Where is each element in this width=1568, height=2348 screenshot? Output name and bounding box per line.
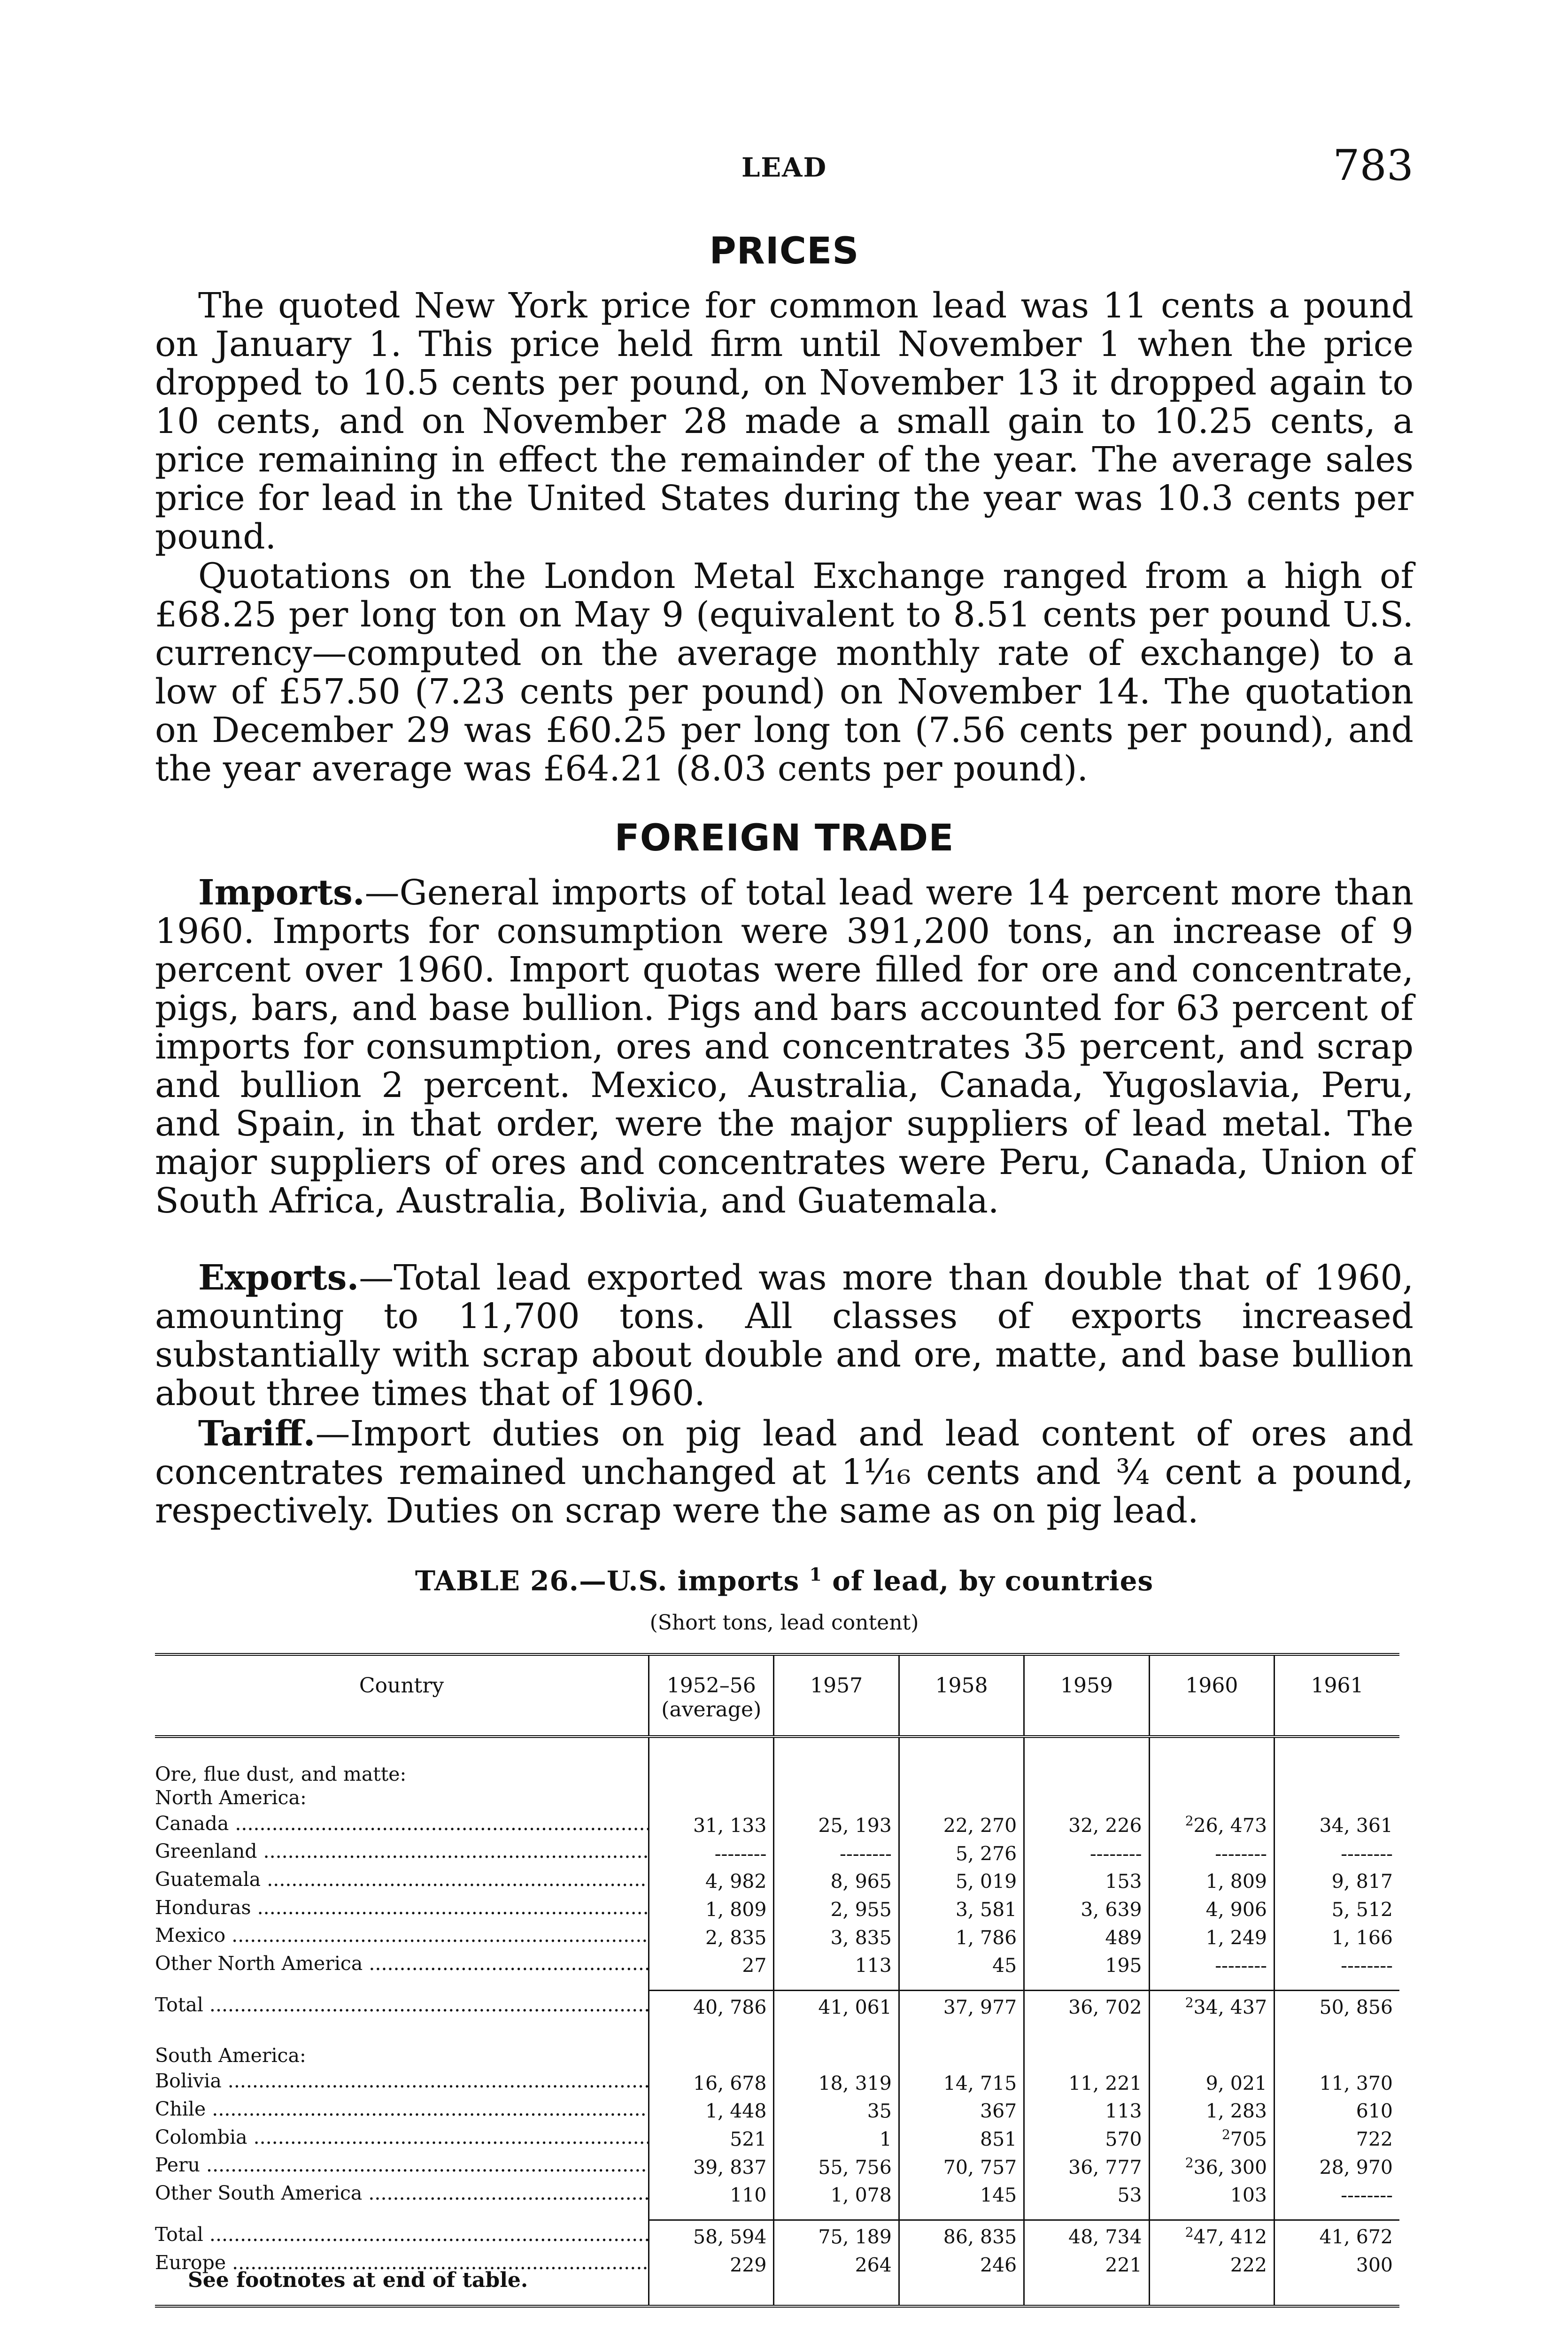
row-label: Greenland — [155, 1840, 257, 1863]
south-america-heading — [155, 2044, 1399, 2067]
cell-value: 570 — [1105, 2128, 1142, 2151]
cell-value: 3, 639 — [1081, 1898, 1142, 1921]
cell-value: 75, 189 — [818, 2225, 892, 2248]
table-cell — [1274, 2095, 1399, 2123]
page-number: 783 — [1333, 141, 1414, 190]
section-ore-label: Ore, flue dust, and matte: — [155, 1763, 407, 1785]
cell-value: 36, 300 — [1193, 2156, 1267, 2179]
cell-footnote: 2 — [1185, 2155, 1194, 2170]
cell-value: -------- — [1089, 1842, 1142, 1865]
spacer-row — [155, 1737, 1399, 1762]
table-cell — [1274, 1809, 1399, 1838]
table-row — [155, 1922, 1399, 1950]
cell-value: 34, 437 — [1193, 1996, 1267, 2019]
table-cell — [899, 2220, 1024, 2248]
table-cell — [899, 2067, 1024, 2095]
table-cell — [1024, 2151, 1149, 2179]
column-header: 1952–56 (average) — [649, 1654, 774, 1737]
south-america-heading-label: South America: — [155, 2044, 306, 2067]
cell-value: -------- — [1215, 1954, 1267, 1977]
exports-paragraph — [155, 1259, 1414, 1413]
cell-value: 722 — [1356, 2128, 1393, 2151]
table-cell — [1274, 1949, 1399, 1977]
table-cell — [649, 1949, 774, 1977]
table-cell — [899, 1990, 1024, 2019]
table-cell — [1024, 2095, 1149, 2123]
cell-footnote: 2 — [1185, 1994, 1194, 2010]
cell-value: 9, 021 — [1205, 2072, 1267, 2095]
spacer-row — [155, 1977, 1399, 1991]
table-cell — [774, 1949, 899, 1977]
table-cell — [899, 2151, 1024, 2179]
cell-value: 39, 837 — [693, 2156, 767, 2179]
cell-value: 50, 856 — [1319, 1996, 1393, 2019]
cell-value: 55, 756 — [818, 2156, 892, 2179]
row-label: Guatemala — [155, 1868, 261, 1891]
cell-value: 45 — [992, 1954, 1017, 1977]
cell-value: 26, 473 — [1193, 1814, 1267, 1837]
tariff-label: Tariff. — [198, 1413, 316, 1454]
table-cell — [1024, 2220, 1149, 2248]
imports-paragraph — [155, 873, 1414, 1220]
cell-value: 18, 319 — [818, 2072, 892, 2095]
cell-value: 48, 734 — [1068, 2225, 1142, 2248]
column-header: 1957 — [774, 1654, 899, 1737]
table-row — [155, 2179, 1399, 2207]
cell-value: 1, 786 — [955, 1926, 1017, 1949]
cell-value: 41, 061 — [818, 1996, 892, 2019]
cell-value: 14, 715 — [943, 2072, 1017, 2095]
column-header: 1959 — [1024, 1654, 1149, 1737]
cell-value: 5, 276 — [955, 1842, 1017, 1865]
table-cell — [899, 2249, 1024, 2277]
table-cell — [1149, 1949, 1274, 1977]
cell-value: 37, 977 — [943, 1996, 1017, 2019]
table-cell — [899, 1865, 1024, 1893]
table-cell — [774, 1990, 899, 2019]
table-header-row — [155, 1654, 1399, 1737]
row-label: Chile — [155, 2098, 206, 2121]
tariff-paragraph — [155, 1414, 1414, 1530]
cell-value: 110 — [730, 2184, 767, 2207]
table-cell — [649, 2067, 774, 2095]
table-cell — [1149, 2095, 1274, 2123]
table-cell — [649, 1922, 774, 1950]
cell-value: 489 — [1105, 1926, 1142, 1949]
table-subtitle: (Short tons, lead content) — [649, 1611, 919, 1635]
table-cell — [1149, 1865, 1274, 1893]
row-label: Other North America — [155, 1952, 363, 1975]
table-row — [155, 2123, 1399, 2151]
cell-value: 610 — [1356, 2100, 1393, 2123]
table-row — [155, 1893, 1399, 1922]
cell-value: 8, 965 — [830, 1870, 892, 1893]
row-label: Mexico — [155, 1924, 226, 1947]
south-america-total-row — [155, 2220, 1399, 2248]
cell-value: 9, 817 — [1331, 1870, 1393, 1893]
table-cell — [774, 2123, 899, 2151]
table-cell — [1274, 1893, 1399, 1922]
cell-value: 851 — [980, 2128, 1017, 2151]
table-cell — [1149, 1838, 1274, 1866]
table-title-footnote: 1 — [809, 1564, 822, 1585]
table-cell — [1024, 1865, 1149, 1893]
table-cell — [1024, 1838, 1149, 1866]
table-cell — [649, 2249, 774, 2277]
table-cell — [774, 1809, 899, 1838]
table-cell — [1274, 2220, 1399, 2248]
cell-value: 36, 702 — [1068, 1996, 1142, 2019]
table-cell — [899, 1809, 1024, 1838]
table-cell — [774, 1865, 899, 1893]
table-cell — [1024, 2067, 1149, 2095]
table-cell — [649, 1838, 774, 1866]
table-cell — [649, 2095, 774, 2123]
cell-value: 103 — [1230, 2184, 1267, 2207]
table-cell — [649, 1865, 774, 1893]
cell-value: 1, 448 — [705, 2100, 767, 2123]
table-cell — [774, 2179, 899, 2207]
cell-value: 3, 835 — [830, 1926, 892, 1949]
cell-value: 31, 133 — [693, 1814, 767, 1837]
cell-value: 300 — [1356, 2254, 1393, 2277]
table-cell — [1274, 1838, 1399, 1866]
table-cell — [1274, 1922, 1399, 1950]
cell-value: -------- — [714, 1842, 767, 1865]
table-title-main: TABLE 26.—U.S. imports — [415, 1565, 800, 1597]
table-cell — [649, 2179, 774, 2207]
cell-value: 705 — [1230, 2128, 1267, 2151]
table-cell — [899, 1949, 1024, 1977]
table-cell — [774, 2095, 899, 2123]
table-title-tail: of lead, by countries — [832, 1565, 1154, 1597]
cell-value: 35 — [867, 2100, 892, 2123]
cell-value: 222 — [1230, 2254, 1267, 2277]
cell-value: 2, 835 — [705, 1926, 767, 1949]
table-cell — [1274, 2249, 1399, 2277]
cell-value: 264 — [855, 2254, 892, 2277]
table-cell — [1149, 1990, 1274, 2019]
foreign-trade-heading: FOREIGN TRADE — [614, 817, 954, 859]
row-label: Bolivia — [155, 2070, 222, 2093]
exports-text: —Total lead exported was more than double that of 1960, amounting to 11,700 tons. All classes of exports increased substantially with scrap about double and ore, matte, and base bullion about three times that of 1960. — [155, 1258, 1414, 1413]
cell-value: 1 — [879, 2128, 892, 2151]
table-cell — [1274, 2067, 1399, 2095]
row-label: Colombia — [155, 2125, 247, 2148]
cell-value: 11, 370 — [1319, 2072, 1393, 2095]
cell-value: 47, 412 — [1193, 2225, 1267, 2248]
prices-paragraph-2: Quotations on the London Metal Exchange ranged from a high of £68.25 per long ton on May 9 (equivalent to 8.51 cents per pound U.S. currency—computed on the average monthly rate of exchange) to a low of £57.50 (7.23 cents per pound) on November 14. The quotation on December 29 was £60.25 per long ton (7.56 cents per pound), and the year average was £64.21 (8.03 cents per pound). — [155, 556, 1414, 789]
cell-value: 521 — [730, 2128, 767, 2151]
cell-value: 367 — [980, 2100, 1017, 2123]
table-row — [155, 2151, 1399, 2179]
cell-value: 28, 970 — [1319, 2156, 1393, 2179]
table-cell — [774, 1893, 899, 1922]
table-cell — [1274, 2151, 1399, 2179]
imports-table-grid — [155, 1653, 1399, 2308]
cell-value: 246 — [980, 2254, 1017, 2277]
cell-value: 1, 166 — [1331, 1926, 1393, 1949]
table-cell — [774, 1922, 899, 1950]
table-cell — [1149, 2151, 1274, 2179]
column-header: 1961 — [1274, 1654, 1399, 1737]
cell-value: 70, 757 — [943, 2156, 1017, 2179]
prices-paragraph-1: The quoted New York price for common lead was 11 cents a pound on January 1. This price held firm until November 1 when the price dropped to 10.5 cents per pound, on November 13 it dropped again to 10 cents, and on November 28 made a small gain to 10.25 cents, a price remaining in effect the remainder of the year. The average sales price for lead in the United States during the year was 10.3 cents per pound. — [155, 286, 1414, 557]
table-cell — [1274, 2179, 1399, 2207]
cell-value: -------- — [840, 1842, 892, 1865]
cell-value: 27 — [742, 1954, 767, 1977]
cell-value: 4, 982 — [705, 1870, 767, 1893]
prices-heading: PRICES — [709, 230, 859, 272]
table-cell — [649, 2151, 774, 2179]
table-cell — [649, 1990, 774, 2019]
cell-value: 145 — [980, 2184, 1017, 2207]
cell-value: -------- — [1341, 2184, 1393, 2207]
table-cell — [899, 1922, 1024, 1950]
cell-value: 113 — [855, 1954, 892, 1977]
table-cell — [774, 2151, 899, 2179]
cell-value: 53 — [1117, 2184, 1142, 2207]
cell-value: 40, 786 — [693, 1996, 767, 2019]
table-row — [155, 1809, 1399, 1838]
table-title — [155, 1564, 1414, 1597]
table-cell — [1024, 1990, 1149, 2019]
row-label: Peru — [155, 2154, 201, 2177]
table-row — [155, 1865, 1399, 1893]
footer-note: See footnotes at end of table. — [188, 2268, 528, 2292]
tariff-text: —Import duties on pig lead and lead content of ores and concentrates remained unchanged at 1¹⁄₁₆ cents and ¾ cent a pound, respectively. Duties on scrap were the same as on pig lead. — [155, 1413, 1414, 1531]
table-cell — [774, 1838, 899, 1866]
exports-label: Exports. — [198, 1258, 359, 1298]
table-row — [155, 1949, 1399, 1977]
table-cell — [1149, 2249, 1274, 2277]
table-cell — [1024, 1893, 1149, 1922]
row-label: Honduras — [155, 1896, 251, 1919]
table-cell — [1024, 2123, 1149, 2151]
north-america-total-row — [155, 1990, 1399, 2019]
cell-value: 32, 226 — [1068, 1814, 1142, 1837]
running-head — [155, 141, 1414, 193]
table-cell — [1149, 1922, 1274, 1950]
cell-value: -------- — [1341, 1954, 1393, 1977]
table-cell — [1149, 2179, 1274, 2207]
table-cell — [1024, 1809, 1149, 1838]
table-cell — [899, 1838, 1024, 1866]
row-label: Canada — [155, 1812, 229, 1835]
row-label: Europe — [155, 2251, 226, 2274]
table-cell — [1274, 2123, 1399, 2151]
table-cell — [1149, 1893, 1274, 1922]
cell-value: 153 — [1105, 1870, 1142, 1893]
imports-table — [155, 1653, 1399, 2308]
table-cell — [899, 1893, 1024, 1922]
table-cell — [774, 2249, 899, 2277]
cell-value: 1, 078 — [830, 2184, 892, 2207]
cell-value: 22, 270 — [943, 1814, 1017, 1837]
cell-value: 5, 019 — [955, 1870, 1017, 1893]
spacer-row — [155, 2019, 1399, 2044]
row-label: Total — [155, 1993, 203, 2016]
cell-value: 36, 777 — [1068, 2156, 1142, 2179]
table-cell — [1274, 1990, 1399, 2019]
cell-value: 2, 955 — [830, 1898, 892, 1921]
table-cell — [1149, 2220, 1274, 2248]
table-cell — [1024, 1949, 1149, 1977]
column-header: 1960 — [1149, 1654, 1274, 1737]
cell-value: 221 — [1105, 2254, 1142, 2277]
cell-value: 1, 249 — [1205, 1926, 1267, 1949]
cell-value: 4, 906 — [1205, 1898, 1267, 1921]
cell-value: 16, 678 — [693, 2072, 767, 2095]
row-label: Total — [155, 2223, 203, 2246]
imports-label: Imports. — [198, 873, 365, 913]
cell-value: 86, 835 — [943, 2225, 1017, 2248]
table-row — [155, 2095, 1399, 2123]
spacer-row — [155, 2207, 1399, 2220]
cell-value: 34, 361 — [1319, 1814, 1393, 1837]
table-cell — [1274, 1865, 1399, 1893]
table-cell — [649, 1809, 774, 1838]
table-cell — [1149, 2067, 1274, 2095]
table-cell — [899, 2123, 1024, 2151]
table-cell — [649, 2123, 774, 2151]
cell-value: 229 — [730, 2254, 767, 2277]
cell-value: 195 — [1105, 1954, 1142, 1977]
cell-value: 41, 672 — [1319, 2225, 1393, 2248]
table-cell — [1149, 2123, 1274, 2151]
cell-value: 1, 283 — [1205, 2100, 1267, 2123]
table-cell — [899, 2179, 1024, 2207]
north-america-heading — [155, 1786, 1399, 1809]
column-header: Country — [155, 1654, 649, 1737]
cell-value: -------- — [1341, 1842, 1393, 1865]
cell-footnote: 2 — [1185, 1813, 1194, 1829]
cell-value: 1, 809 — [705, 1898, 767, 1921]
table-cell — [1024, 1922, 1149, 1950]
table-cell — [774, 2220, 899, 2248]
north-america-heading-label: North America: — [155, 1786, 307, 1809]
table-body — [155, 1737, 1399, 2306]
table-cell — [1149, 1809, 1274, 1838]
running-title: LEAD — [741, 152, 827, 183]
row-label: Other South America — [155, 2182, 363, 2205]
table-cell — [649, 1893, 774, 1922]
cell-value: 1, 809 — [1205, 1870, 1267, 1893]
table-cell — [774, 2067, 899, 2095]
cell-value: 5, 512 — [1331, 1898, 1393, 1921]
cell-footnote: 2 — [1221, 2126, 1230, 2142]
cell-value: 3, 581 — [955, 1898, 1017, 1921]
column-header: 1958 — [899, 1654, 1024, 1737]
table-row — [155, 1838, 1399, 1866]
table-row — [155, 2067, 1399, 2095]
cell-value: 25, 193 — [818, 1814, 892, 1837]
table-cell — [1024, 2179, 1149, 2207]
cell-value: -------- — [1215, 1842, 1267, 1865]
cell-footnote: 2 — [1185, 2224, 1194, 2240]
imports-text: —General imports of total lead were 14 percent more than 1960. Imports for consumption were 391,200 tons, an increase of 9 percent over 1960. Import quotas were filled for ore and concentrate, pigs, bars, and base bullion. Pigs and bars accounted for 63 percent of imports for consumption, ores and concentrates 35 percent, and scrap and bullion 2 percent. Mexico, Australia, Canada, Yugoslavia, Peru, and Spain, in that order, were the major suppliers of lead metal. The major suppliers of ores and concentrates were Peru, Canada, Union of South Africa, Australia, Bolivia, and Guatemala. — [155, 873, 1414, 1221]
table-cell — [1024, 2249, 1149, 2277]
table-cell — [899, 2095, 1024, 2123]
cell-value: 58, 594 — [693, 2225, 767, 2248]
cell-value: 113 — [1105, 2100, 1142, 2123]
section-ore — [155, 1762, 1399, 1786]
cell-value: 11, 221 — [1068, 2072, 1142, 2095]
table-cell — [649, 2220, 774, 2248]
